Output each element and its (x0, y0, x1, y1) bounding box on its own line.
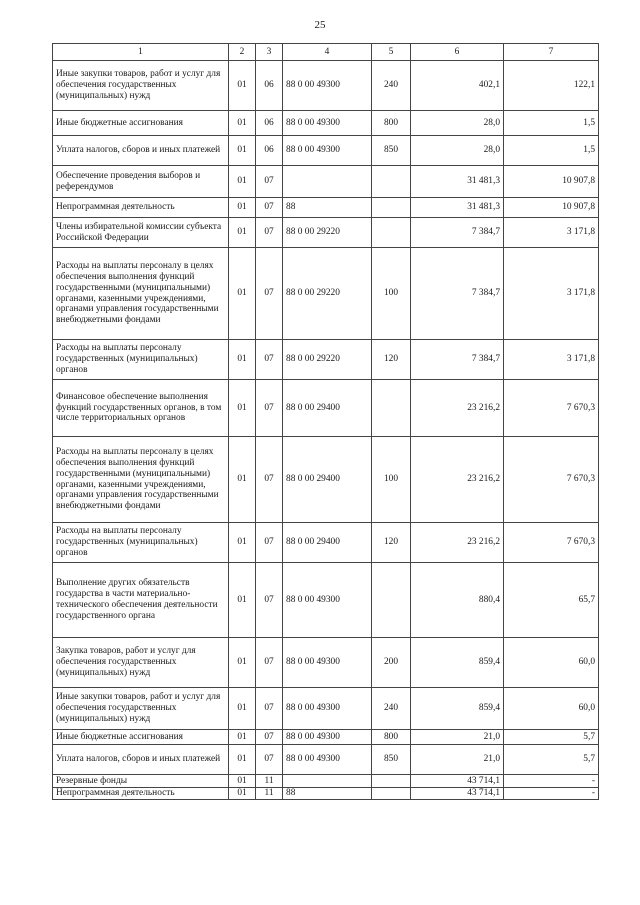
section-code-cell: 01 (229, 136, 256, 166)
section-code-cell: 01 (229, 198, 256, 218)
subsection-code-cell: 07 (256, 248, 283, 340)
amount-col7-cell: 60,0 (504, 638, 599, 688)
target-article-cell: 88 0 00 49300 (283, 111, 372, 136)
amount-col7-cell: 10 907,8 (504, 198, 599, 218)
subsection-code-cell: 11 (256, 775, 283, 788)
amount-col6-cell: 23 216,2 (411, 437, 504, 523)
column-header: 3 (256, 44, 283, 61)
row-name-cell: Обеспечение проведения выборов и референдумов (53, 166, 229, 198)
expense-type-cell (372, 166, 411, 198)
amount-col6-cell: 21,0 (411, 745, 504, 775)
expense-type-cell: 850 (372, 136, 411, 166)
subsection-code-cell: 07 (256, 437, 283, 523)
row-name-cell: Выполнение других обязательств государства в части материально-технического обеспечения деятельности государственного органа (53, 563, 229, 638)
amount-col6-cell: 23 216,2 (411, 523, 504, 563)
column-header: 7 (504, 44, 599, 61)
amount-col6-cell: 402,1 (411, 61, 504, 111)
expense-type-cell: 120 (372, 340, 411, 380)
table-row (53, 111, 599, 136)
row-name-cell: Непрограммная деятельность (53, 788, 229, 800)
amount-col7-cell: 60,0 (504, 688, 599, 730)
target-article-cell (283, 775, 372, 788)
section-code-cell: 01 (229, 340, 256, 380)
amount-col7-cell: - (504, 775, 599, 788)
row-name-cell: Расходы на выплаты персоналу в целях обеспечения выполнения функций государственными (муниципальными) органами, казенными учреждениями, органами управления государственными внебюджетными фондами (53, 437, 229, 523)
expense-type-cell: 800 (372, 730, 411, 745)
amount-col7-cell: 7 670,3 (504, 380, 599, 437)
amount-col6-cell: 28,0 (411, 111, 504, 136)
amount-col6-cell: 43 714,1 (411, 788, 504, 800)
column-header: 5 (372, 44, 411, 61)
expense-type-cell (372, 775, 411, 788)
target-article-cell: 88 (283, 788, 372, 800)
expense-type-cell: 200 (372, 638, 411, 688)
table-row (53, 340, 599, 380)
section-code-cell: 01 (229, 111, 256, 136)
row-name-cell: Иные закупки товаров, работ и услуг для обеспечения государственных (муниципальных) нужд (53, 688, 229, 730)
table-row (53, 136, 599, 166)
table-row (53, 523, 599, 563)
amount-col6-cell: 7 384,7 (411, 340, 504, 380)
amount-col6-cell: 859,4 (411, 638, 504, 688)
section-code-cell: 01 (229, 218, 256, 248)
subsection-code-cell: 07 (256, 166, 283, 198)
expense-type-cell: 120 (372, 523, 411, 563)
table-header-row (53, 44, 599, 61)
section-code-cell: 01 (229, 775, 256, 788)
target-article-cell: 88 0 00 29400 (283, 523, 372, 563)
target-article-cell: 88 0 00 49300 (283, 688, 372, 730)
amount-col7-cell: 1,5 (504, 136, 599, 166)
table-row (53, 745, 599, 775)
target-article-cell: 88 (283, 198, 372, 218)
row-name-cell: Иные бюджетные ассигнования (53, 730, 229, 745)
subsection-code-cell: 07 (256, 638, 283, 688)
target-article-cell (283, 166, 372, 198)
budget-table (52, 43, 599, 800)
amount-col7-cell: 3 171,8 (504, 340, 599, 380)
target-article-cell: 88 0 00 29400 (283, 437, 372, 523)
table-row (53, 437, 599, 523)
target-article-cell: 88 0 00 49300 (283, 745, 372, 775)
amount-col6-cell: 31 481,3 (411, 198, 504, 218)
amount-col6-cell: 859,4 (411, 688, 504, 730)
row-name-cell: Члены избирательной комиссии субъекта Российской Федерации (53, 218, 229, 248)
column-header: 6 (411, 44, 504, 61)
amount-col6-cell: 23 216,2 (411, 380, 504, 437)
subsection-code-cell: 06 (256, 111, 283, 136)
subsection-code-cell: 07 (256, 745, 283, 775)
amount-col7-cell: 1,5 (504, 111, 599, 136)
target-article-cell: 88 0 00 29220 (283, 218, 372, 248)
table-row (53, 248, 599, 340)
amount-col7-cell: 7 670,3 (504, 523, 599, 563)
amount-col7-cell: 5,7 (504, 745, 599, 775)
amount-col7-cell: - (504, 788, 599, 800)
table-row (53, 688, 599, 730)
row-name-cell: Закупка товаров, работ и услуг для обеспечения государственных (муниципальных) нужд (53, 638, 229, 688)
amount-col6-cell: 880,4 (411, 563, 504, 638)
section-code-cell: 01 (229, 248, 256, 340)
amount-col7-cell: 3 171,8 (504, 248, 599, 340)
amount-col6-cell: 43 714,1 (411, 775, 504, 788)
amount-col7-cell: 65,7 (504, 563, 599, 638)
subsection-code-cell: 07 (256, 563, 283, 638)
amount-col6-cell: 21,0 (411, 730, 504, 745)
subsection-code-cell: 07 (256, 340, 283, 380)
expense-type-cell (372, 218, 411, 248)
row-name-cell: Непрограммная деятельность (53, 198, 229, 218)
subsection-code-cell: 07 (256, 380, 283, 437)
row-name-cell: Уплата налогов, сборов и иных платежей (53, 745, 229, 775)
target-article-cell: 88 0 00 49300 (283, 61, 372, 111)
subsection-code-cell: 06 (256, 136, 283, 166)
section-code-cell: 01 (229, 730, 256, 745)
page-number: 25 (314, 19, 326, 31)
row-name-cell: Финансовое обеспечение выполнения функций государственных органов, в том числе территориальных органов (53, 380, 229, 437)
section-code-cell: 01 (229, 61, 256, 111)
row-name-cell: Расходы на выплаты персоналу государственных (муниципальных) органов (53, 340, 229, 380)
amount-col7-cell: 7 670,3 (504, 437, 599, 523)
section-code-cell: 01 (229, 166, 256, 198)
section-code-cell: 01 (229, 523, 256, 563)
section-code-cell: 01 (229, 638, 256, 688)
amount-col7-cell: 3 171,8 (504, 218, 599, 248)
expense-type-cell: 100 (372, 248, 411, 340)
target-article-cell: 88 0 00 49300 (283, 563, 372, 638)
section-code-cell: 01 (229, 563, 256, 638)
row-name-cell: Резервные фонды (53, 775, 229, 788)
table-row (53, 166, 599, 198)
amount-col6-cell: 28,0 (411, 136, 504, 166)
amount-col6-cell: 31 481,3 (411, 166, 504, 198)
expense-type-cell: 100 (372, 437, 411, 523)
section-code-cell: 01 (229, 380, 256, 437)
column-header: 4 (283, 44, 372, 61)
subsection-code-cell: 07 (256, 688, 283, 730)
expense-type-cell: 800 (372, 111, 411, 136)
subsection-code-cell: 11 (256, 788, 283, 800)
target-article-cell: 88 0 00 49300 (283, 638, 372, 688)
subsection-code-cell: 07 (256, 198, 283, 218)
expense-type-cell (372, 198, 411, 218)
target-article-cell: 88 0 00 49300 (283, 730, 372, 745)
table-row (53, 788, 599, 800)
subsection-code-cell: 07 (256, 218, 283, 248)
expense-type-cell: 850 (372, 745, 411, 775)
target-article-cell: 88 0 00 29400 (283, 380, 372, 437)
table-row (53, 775, 599, 788)
table-row (53, 380, 599, 437)
row-name-cell: Расходы на выплаты персоналу в целях обеспечения выполнения функций государственными (муниципальными) органами, казенными учреждениями, органами управления государственными внебюджетными фондами (53, 248, 229, 340)
amount-col6-cell: 7 384,7 (411, 248, 504, 340)
table-row (53, 218, 599, 248)
subsection-code-cell: 06 (256, 61, 283, 111)
row-name-cell: Расходы на выплаты персоналу государственных (муниципальных) органов (53, 523, 229, 563)
expense-type-cell: 240 (372, 61, 411, 111)
target-article-cell: 88 0 00 29220 (283, 340, 372, 380)
expense-type-cell (372, 563, 411, 638)
table-row (53, 198, 599, 218)
section-code-cell: 01 (229, 788, 256, 800)
amount-col6-cell: 7 384,7 (411, 218, 504, 248)
section-code-cell: 01 (229, 688, 256, 730)
row-name-cell: Иные закупки товаров, работ и услуг для обеспечения государственных (муниципальных) нужд (53, 61, 229, 111)
table-row (53, 638, 599, 688)
column-header: 1 (53, 44, 229, 61)
subsection-code-cell: 07 (256, 523, 283, 563)
target-article-cell: 88 0 00 49300 (283, 136, 372, 166)
column-header: 2 (229, 44, 256, 61)
section-code-cell: 01 (229, 745, 256, 775)
target-article-cell: 88 0 00 29220 (283, 248, 372, 340)
amount-col7-cell: 10 907,8 (504, 166, 599, 198)
table-row (53, 61, 599, 111)
amount-col7-cell: 122,1 (504, 61, 599, 111)
subsection-code-cell: 07 (256, 730, 283, 745)
expense-type-cell (372, 788, 411, 800)
table-row (53, 563, 599, 638)
row-name-cell: Иные бюджетные ассигнования (53, 111, 229, 136)
row-name-cell: Уплата налогов, сборов и иных платежей (53, 136, 229, 166)
table-row (53, 730, 599, 745)
expense-type-cell: 240 (372, 688, 411, 730)
expense-type-cell (372, 380, 411, 437)
amount-col7-cell: 5,7 (504, 730, 599, 745)
section-code-cell: 01 (229, 437, 256, 523)
